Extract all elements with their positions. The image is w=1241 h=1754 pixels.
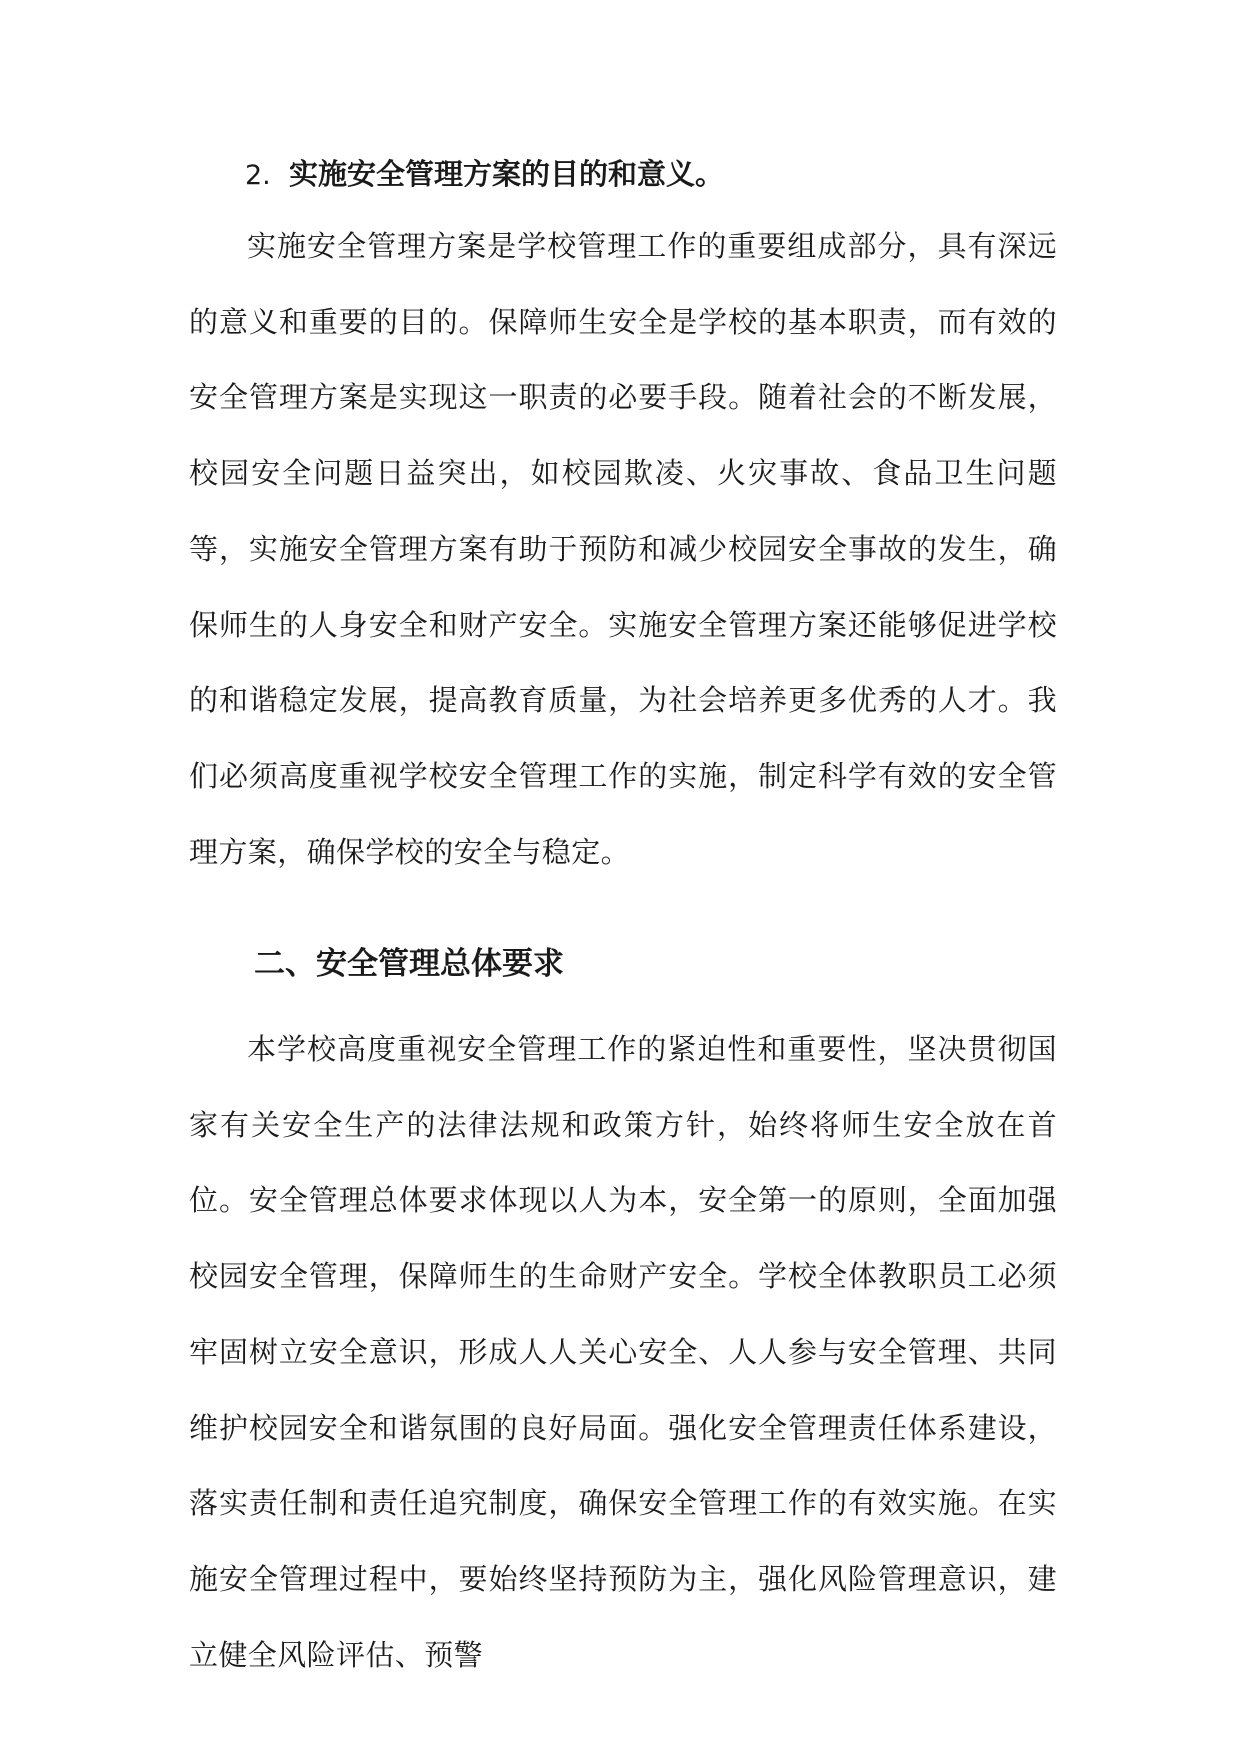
section-number: 2. — [245, 160, 271, 191]
section-heading-purpose — [245, 150, 724, 200]
section-heading-requirements: 二、安全管理总体要求 — [254, 946, 564, 982]
paragraph-requirements: 本学校高度重视安全管理工作的紧迫性和重要性，坚决贯彻国家有关安全生产的法律法规和政策方针，始终将师生安全放在首位。安全管理总体要求体现以人为本，安全第一的原则，全面加强校园安全管理，保障师生的生命财产安全。学校全体教职员工必须牢固树立安全意识，形成人人关心安全、人人参与安全管理、共同维护校园安全和谐氛围的良好局面。强化安全管理责任体系建设，落实责任制和责任追究制度，确保安全管理工作的有效实施。在实施安全管理过程中，要始终坚持预防为主，强化风险管理意识，建立健全风险评估、预警 — [189, 1032, 1057, 1672]
section-title: 实施安全管理方案的目的和意义。 — [289, 157, 725, 191]
paragraph-purpose: 实施安全管理方案是学校管理工作的重要组成部分，具有深远的意义和重要的目的。保障师生安全是学校的基本职责，而有效的安全管理方案是实现这一职责的必要手段。随着社会的不断发展，校园安全问题日益突出，如校园欺凌、火灾事故、食品卫生问题等，实施安全管理方案有助于预防和减少校园安全事故的发生，确保师生的人身安全和财产安全。实施安全管理方案还能够促进学校的和谐稳定发展，提高教育质量，为社会培养更多优秀的人才。我们必须高度重视学校安全管理工作的实施，制定科学有效的安全管理方案，确保学校的安全与稳定。 — [189, 229, 1057, 869]
